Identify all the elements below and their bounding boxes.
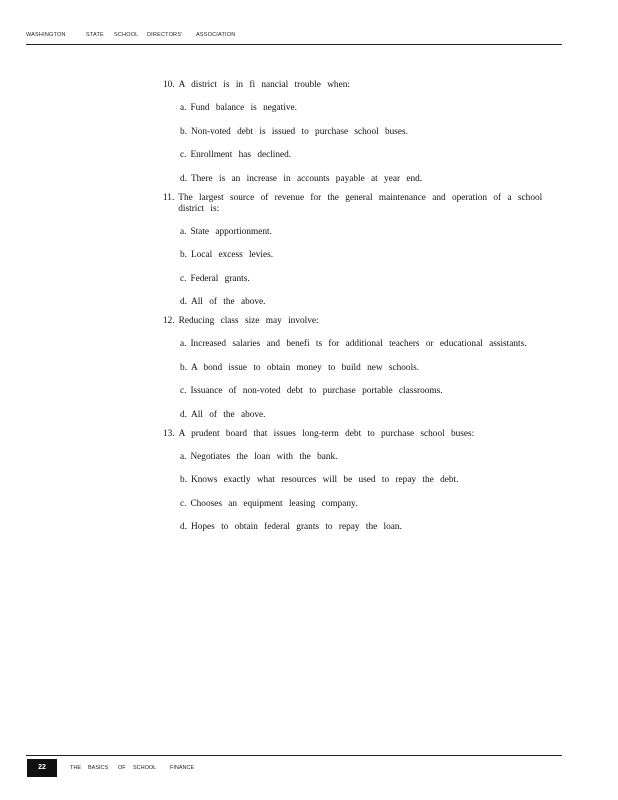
answer-option bbox=[180, 250, 543, 261]
answer-option bbox=[180, 127, 543, 138]
answer-options bbox=[180, 339, 543, 421]
answer-option bbox=[180, 452, 543, 463]
answer-option bbox=[180, 410, 543, 421]
question-13 bbox=[163, 429, 543, 534]
header-word-association: ASSOCIATION bbox=[196, 32, 236, 38]
answer-option bbox=[180, 174, 543, 185]
option-letter: c. bbox=[180, 150, 187, 160]
option-letter: b. bbox=[180, 250, 187, 260]
option-letter: d. bbox=[180, 173, 187, 184]
option-letter: d. bbox=[180, 522, 187, 532]
question-10 bbox=[163, 80, 543, 185]
option-text: A bond issue to obtain money to build new schools. bbox=[190, 362, 420, 373]
footer-word-finance: FINANCE bbox=[170, 765, 195, 771]
page-number: 22 bbox=[27, 759, 57, 777]
answer-option bbox=[180, 386, 543, 397]
question-number: 12. bbox=[163, 316, 175, 326]
answer-option bbox=[180, 499, 543, 510]
option-letter: a. bbox=[180, 103, 187, 113]
header-word-directors: DIRECTORS' bbox=[147, 32, 183, 38]
question-12 bbox=[163, 316, 543, 421]
question-stem bbox=[163, 193, 543, 215]
option-letter: c. bbox=[180, 386, 187, 396]
answer-option bbox=[180, 227, 543, 238]
answer-option bbox=[180, 297, 543, 308]
header-word-washington: WASHINGTON bbox=[26, 32, 66, 38]
option-letter: d. bbox=[180, 409, 187, 420]
option-text: Knows exactly what resources will be used to repay the debt. bbox=[190, 475, 459, 485]
question-list bbox=[163, 80, 543, 546]
running-header bbox=[26, 30, 562, 44]
question-number: 10. bbox=[163, 80, 175, 90]
question-number: 13. bbox=[163, 428, 175, 439]
question-stem bbox=[163, 316, 543, 327]
footer-rule bbox=[26, 755, 562, 756]
option-text: Fund balance is negative. bbox=[190, 103, 297, 113]
answer-option bbox=[180, 103, 543, 114]
option-letter: d. bbox=[180, 297, 187, 307]
option-letter: b. bbox=[180, 362, 187, 373]
option-letter: a. bbox=[180, 451, 187, 462]
option-text: There is an increase in accounts payable at year end. bbox=[190, 173, 423, 184]
option-text: Chooses an equipment leasing company. bbox=[190, 498, 358, 509]
answer-options bbox=[180, 103, 543, 185]
option-letter: b. bbox=[180, 126, 187, 137]
footer-word-the: THE bbox=[70, 765, 81, 771]
option-letter: c. bbox=[180, 273, 187, 284]
answer-option bbox=[180, 475, 543, 486]
question-number: 11. bbox=[163, 192, 175, 203]
header-word-state: STATE bbox=[86, 32, 104, 38]
option-text: Enrollment has declined. bbox=[190, 150, 292, 160]
question-text: The largest source of revenue for the general maintenance and operation of a school district is: bbox=[178, 192, 543, 214]
answer-options bbox=[180, 452, 543, 534]
header-word-school: SCHOOL bbox=[114, 32, 139, 38]
option-text: Federal grants. bbox=[190, 273, 250, 284]
footer-word-basics: BASICS bbox=[88, 765, 109, 771]
question-text: A prudent board that issues long-term debt to purchase school buses: bbox=[178, 428, 475, 439]
option-letter: a. bbox=[180, 339, 187, 349]
question-text: Reducing class size may involve: bbox=[178, 316, 319, 326]
option-text: Issuance of non-voted debt to purchase portable classrooms. bbox=[190, 386, 443, 396]
option-text: All of the above. bbox=[190, 409, 266, 420]
option-letter: c. bbox=[180, 498, 187, 509]
question-11 bbox=[163, 193, 543, 309]
option-letter: b. bbox=[180, 475, 187, 485]
answer-option bbox=[180, 339, 543, 350]
answer-option bbox=[180, 150, 543, 161]
option-text: Increased salaries and benefi ts for additional teachers or educational assistants. bbox=[190, 339, 527, 349]
option-text: Hopes to obtain federal grants to repay the loan. bbox=[190, 522, 402, 532]
option-text: Local excess levies. bbox=[190, 250, 274, 260]
option-text: State apportionment. bbox=[190, 226, 272, 237]
option-text: Negotiates the loan with the bank. bbox=[190, 451, 338, 462]
answer-option bbox=[180, 363, 543, 374]
question-text: A district is in fi nancial trouble when: bbox=[178, 80, 350, 90]
footer-word-school: SCHOOL bbox=[133, 765, 157, 771]
option-text: Non-voted debt is issued to purchase school buses. bbox=[190, 126, 408, 137]
answer-option bbox=[180, 522, 543, 533]
option-letter: a. bbox=[180, 226, 187, 237]
question-stem bbox=[163, 80, 543, 91]
question-stem bbox=[163, 429, 543, 440]
footer-word-of: OF bbox=[118, 765, 126, 771]
option-text: All of the above. bbox=[190, 297, 266, 307]
answer-options bbox=[180, 227, 543, 309]
header-rule bbox=[26, 44, 562, 45]
answer-option bbox=[180, 274, 543, 285]
